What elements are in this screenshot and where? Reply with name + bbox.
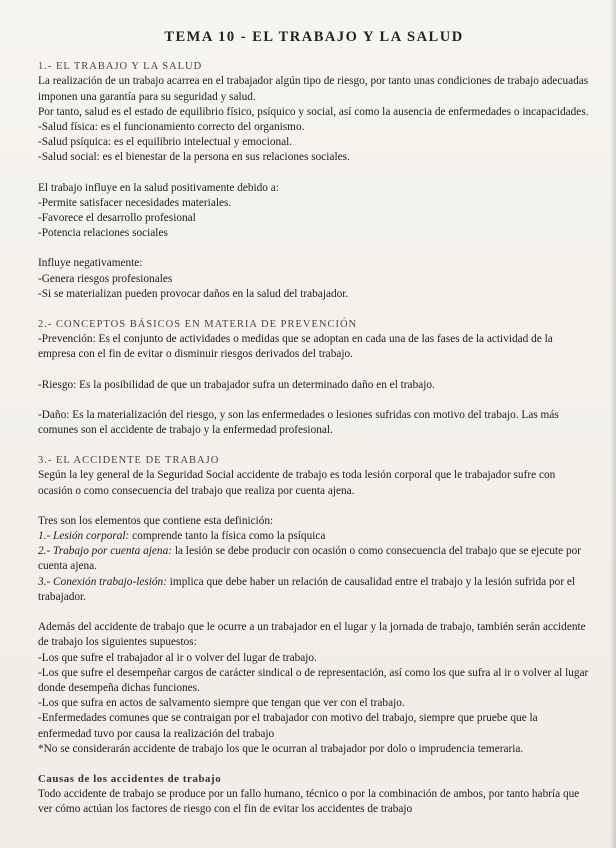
element-text: comprende tanto la física como la psíquica [129,530,326,543]
paragraph: El trabajo influye en la salud positivamente debido a: [38,181,279,194]
list-item: -Salud física: es el funcionamiento correcto del organismo. [38,121,305,134]
element-label: 1.- Lesión corporal: [38,530,130,543]
section-heading: 1.- EL TRABAJO Y LA SALUD [38,61,203,73]
element-label: 2.- Trabajo por cuenta ajena: [38,545,172,558]
paragraph: Influye negativamente: [38,257,143,270]
paragraph: La realización de un trabajo acarrea en el trabajador algún tipo de riesgo, por tanto unas condiciones de trabajo adecuadas imponen una garantía para su seguridad y salud. [38,75,589,103]
list-item: -Potencia relaciones sociales [38,227,168,240]
list-item: -Los que sufre el trabajador al ir o volver del lugar de trabajo. [38,651,317,664]
list-item: -Salud social: es el bienestar de la persona en sus relaciones sociales. [38,151,350,164]
section-heading: 2.- CONCEPTOS BÁSICOS EN MATERIA DE PREVENCIÓN [38,319,358,331]
paragraph: Además del accidente de trabajo que le ocurre a un trabajador en el lugar y la jornada de trabajo, también serán accidente de trabajo los siguientes supuestos: [38,621,586,649]
paragraph: -Riesgo: Es la posibilidad de que un trabajador sufra un determinado daño en el trabajo. [38,378,435,391]
paragraph: Todo accidente de trabajo se produce por un fallo humano, técnico o por la combinación de ambos, por tanto habría que ver cómo actúan los factores de riesgo con el fin de evitar los accidentes de trabajo [38,788,580,816]
element-text: implica que debe haber un relación de causalidad entre el trabajo y la lesión sufrida por el trabajador. [38,575,576,603]
scan-shadow [610,0,616,848]
paragraph: Según la ley general de la Seguridad Social accidente de trabajo es toda lesión corporal que le trabajador sufre con ocasión o como consecuencia del trabajo que realiza por cuenta ajena. [38,469,556,497]
section-heading: 3.- EL ACCIDENTE DE TRABAJO [38,455,220,467]
list-item [38,529,590,544]
list-item: -Salud psíquica: es el equilibrio intelectual y emocional. [38,136,293,149]
list-item: -Los que sufre el desempeñar cargos de carácter sindical o de representación, así como los que sufra al ir o volver al lugar donde desempeña dichas funciones. [38,666,589,694]
list-item: -Permite satisfacer necesidades materiales. [38,196,232,209]
paragraph: Tres son los elementos que contiene esta definición: [38,514,274,527]
page-title: TEMA 10 - EL TRABAJO Y LA SALUD [164,29,464,45]
list-item: -Genera riesgos profesionales [38,272,173,285]
paragraph: -Daño: Es la materialización del riesgo, y son las enfermedades o lesiones sufridas con motivo del trabajo. Las más comunes son el accidente de trabajo y la enfermedad profesional. [38,408,559,437]
list-item [38,575,590,605]
element-label: 3.- Conexión trabajo-lesión: [38,575,167,588]
list-item: -Si se materializan pueden provocar daños en la salud del trabajador. [38,287,349,300]
paragraph: Por tanto, salud es el estado de equilibrio físico, psíquico y social, así como la ausencia de enfermedades o incapacidades. [38,105,589,118]
note: *No se considerarán accidente de trabajo los que le ocurran al trabajador por dolo o imprudencia temeraria. [38,742,524,755]
list-item: -Favorece el desarrollo profesional [38,212,196,225]
paragraph: -Prevención: Es el conjunto de actividades o medidas que se adoptan en cada una de las fases de la actividad de la empresa con el fin de evitar o disminuir riesgos derivados del trabajo. [38,333,553,361]
list-item: -Enfermedades comunes que se contraigan por el trabajador con motivo del trabajo, siempre que pruebe que la enfermedad tuvo por causa la realización del trabajo [38,712,538,740]
list-item [38,544,590,574]
element-text: la lesión se debe producir con ocasión o como consecuencia del trabajo que se ejecute por cuenta ajena. [38,545,582,573]
section-heading: Causas de los accidentes de trabajo [38,772,222,785]
list-item: -Los que sufra en actos de salvamento siempre que tengan que ver con el trabajo. [38,697,405,710]
